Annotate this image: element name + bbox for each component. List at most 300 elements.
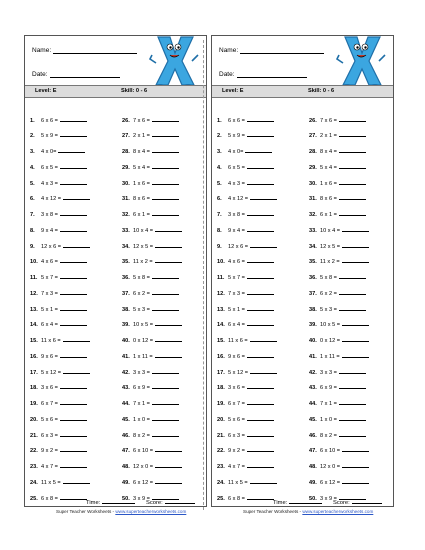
problem-number: 44.	[309, 401, 317, 407]
date-field[interactable]	[32, 71, 120, 78]
name-line[interactable]	[240, 47, 324, 54]
answer-line[interactable]	[60, 446, 87, 453]
answer-line[interactable]	[155, 462, 182, 469]
problem-item	[122, 194, 179, 202]
problem-number: 1.	[217, 117, 222, 124]
answer-line[interactable]	[247, 257, 274, 264]
problem-number: 3.	[217, 149, 222, 155]
problem-expression: 10 x 4 =	[133, 227, 154, 234]
problem-expression: 8 x 4 =	[133, 149, 150, 155]
problem-number: 18.	[217, 385, 225, 392]
answer-line[interactable]	[339, 414, 366, 421]
answer-line[interactable]	[152, 131, 179, 138]
time-line[interactable]	[289, 498, 322, 504]
answer-line[interactable]	[342, 462, 369, 469]
answer-line[interactable]	[247, 399, 274, 406]
problem-expression: 6 x 5 =	[228, 164, 245, 171]
answer-line[interactable]	[247, 131, 274, 138]
answer-line[interactable]	[63, 194, 90, 201]
answer-line[interactable]	[60, 131, 87, 138]
problem-item	[122, 446, 182, 454]
problem-expression: 11 x 5 =	[228, 479, 248, 486]
problem-number: 9.	[217, 243, 222, 250]
problem-number: 7.	[217, 212, 222, 218]
problem-item	[309, 241, 369, 249]
problem-item	[217, 493, 274, 501]
answer-line[interactable]	[245, 147, 272, 154]
answer-line[interactable]	[339, 288, 366, 295]
score-field[interactable]	[146, 498, 195, 506]
time-label: Time:	[273, 500, 288, 506]
problem-expression: 6 x 8 =	[41, 495, 58, 502]
answer-line[interactable]	[152, 414, 179, 421]
answer-line[interactable]	[247, 383, 274, 390]
problem-expression: 3 x 8 =	[41, 212, 58, 218]
date-field[interactable]	[219, 71, 307, 78]
problem-expression: 6 x 5 =	[41, 164, 58, 171]
name-field[interactable]	[219, 47, 324, 54]
answer-line[interactable]	[339, 178, 366, 185]
problem-number: 10.	[30, 259, 38, 266]
answer-line[interactable]	[247, 178, 274, 185]
name-label: Name:	[32, 47, 52, 54]
problem-number: 27.	[309, 133, 317, 140]
problem-expression: 6 x 10 =	[133, 448, 154, 455]
answer-line[interactable]	[342, 351, 369, 358]
name-line[interactable]	[53, 47, 137, 54]
problem-expression: 7 x 6 =	[133, 117, 150, 124]
answer-line[interactable]	[339, 162, 366, 169]
problem-item	[217, 273, 274, 281]
problem-number: 17.	[30, 369, 38, 376]
problem-number: 16.	[30, 353, 38, 360]
problem-number: 29.	[122, 164, 130, 171]
problem-item	[309, 257, 369, 265]
problem-item	[217, 399, 274, 407]
answer-line[interactable]	[342, 257, 369, 264]
credit-prefix: Super Teacher Worksheets -	[243, 509, 303, 514]
problem-number: 4.	[217, 164, 222, 171]
problem-expression: 3 x 6 =	[41, 385, 58, 392]
problem-expression: 11 x 6 =	[41, 338, 61, 344]
problem-expression: 5 x 6 =	[41, 416, 58, 423]
answer-line[interactable]	[63, 336, 90, 343]
answer-line[interactable]	[63, 477, 90, 484]
answer-line[interactable]	[247, 493, 274, 500]
answer-line[interactable]	[247, 304, 274, 311]
problem-number: 40.	[309, 338, 317, 344]
answer-line[interactable]	[60, 225, 87, 232]
problem-number: 3.	[30, 149, 35, 155]
problem-expression: 4 x 3 =	[228, 180, 245, 187]
answer-line[interactable]	[339, 194, 366, 201]
answer-line[interactable]	[152, 367, 179, 374]
answer-line[interactable]	[155, 336, 182, 343]
answer-line[interactable]	[342, 241, 369, 248]
answer-line[interactable]	[60, 304, 87, 311]
answer-line[interactable]	[58, 147, 85, 154]
problem-number: 28.	[122, 149, 130, 155]
problem-expression: 7 x 1 =	[133, 401, 150, 407]
problem-number: 11.	[217, 275, 225, 281]
problem-item	[309, 351, 369, 359]
score-line[interactable]	[352, 498, 382, 504]
answer-line[interactable]	[247, 288, 274, 295]
problem-number: 33.	[122, 227, 130, 234]
problem-item	[309, 194, 366, 202]
problem-item	[30, 162, 87, 170]
problem-item	[309, 367, 366, 375]
problem-number: 48.	[309, 464, 317, 470]
level-bar	[212, 85, 393, 98]
problem-expression: 5 x 1 =	[228, 306, 245, 313]
worksheet-left	[24, 35, 207, 507]
problem-number: 2.	[217, 133, 222, 140]
answer-line[interactable]	[339, 430, 366, 437]
answer-line[interactable]	[60, 210, 87, 217]
problem-item	[217, 336, 277, 344]
credit-line	[243, 509, 373, 514]
credit-prefix: Super Teacher Worksheets -	[56, 509, 116, 514]
problem-expression: 7 x 3 =	[228, 290, 245, 297]
problem-expression: 2 x 1 =	[133, 133, 150, 140]
answer-line[interactable]	[250, 194, 277, 201]
problem-item	[217, 383, 274, 391]
problem-expression: 9 x 2 =	[41, 448, 58, 455]
problem-expression: 4 x 12 =	[41, 196, 62, 203]
answer-line[interactable]	[63, 241, 90, 248]
problem-expression: 12 x 6 =	[41, 243, 62, 250]
problem-expression: 4 x 6 =	[228, 259, 245, 266]
problem-item	[122, 477, 182, 485]
answer-line[interactable]	[63, 367, 90, 374]
answer-line[interactable]	[155, 257, 182, 264]
problem-number: 34.	[309, 243, 317, 250]
problem-item	[122, 147, 179, 155]
problem-number: 44.	[122, 401, 130, 407]
answer-line[interactable]	[342, 477, 369, 484]
problem-number: 14.	[30, 322, 38, 329]
problem-number: 32.	[122, 212, 130, 218]
answer-line[interactable]	[339, 147, 366, 154]
score-line[interactable]	[165, 498, 195, 504]
score-field[interactable]	[333, 498, 382, 506]
problem-expression: 6 x 4 =	[228, 322, 245, 329]
credit-url-link[interactable]: www.superteacherworksheets.com	[302, 509, 374, 514]
problem-number: 15.	[30, 338, 38, 344]
answer-line[interactable]	[152, 304, 179, 311]
answer-line[interactable]	[152, 178, 179, 185]
problem-item	[217, 115, 274, 123]
answer-line[interactable]	[247, 162, 274, 169]
problem-number: 24.	[217, 479, 225, 486]
answer-line[interactable]	[155, 446, 182, 453]
problem-number: 31.	[122, 196, 130, 203]
answer-line[interactable]	[247, 273, 274, 280]
problem-item	[30, 336, 90, 344]
answer-line[interactable]	[152, 115, 179, 122]
problem-expression: 0 x 12 =	[320, 338, 341, 344]
answer-line[interactable]	[247, 225, 274, 232]
problem-item	[30, 257, 87, 265]
time-line[interactable]	[102, 498, 135, 504]
answer-line[interactable]	[60, 162, 87, 169]
answer-line[interactable]	[60, 351, 87, 358]
answer-line[interactable]	[250, 241, 277, 248]
problem-item	[30, 493, 87, 501]
problem-number: 6.	[217, 196, 222, 203]
level-label: Level: E	[222, 88, 244, 94]
problem-number: 49.	[122, 479, 130, 486]
problem-expression: 10 x 5 =	[133, 322, 154, 329]
answer-line[interactable]	[339, 273, 366, 280]
time-field[interactable]	[86, 498, 135, 506]
answer-line[interactable]	[250, 336, 277, 343]
answer-line[interactable]	[60, 178, 87, 185]
problem-item	[122, 367, 179, 375]
name-field[interactable]	[32, 47, 137, 54]
time-field[interactable]	[273, 498, 322, 506]
answer-line[interactable]	[342, 320, 369, 327]
problem-number: 13.	[217, 306, 225, 313]
problem-item	[122, 320, 182, 328]
answer-line[interactable]	[339, 304, 366, 311]
answer-line[interactable]	[250, 477, 277, 484]
problem-expression: 3 x 3 =	[133, 369, 150, 376]
problem-number: 50.	[122, 495, 130, 502]
problem-expression: 5 x 3 =	[320, 306, 337, 313]
answer-line[interactable]	[155, 320, 182, 327]
answer-line[interactable]	[247, 446, 274, 453]
problem-number: 22.	[217, 448, 225, 455]
problem-item	[122, 304, 179, 312]
problem-item	[30, 131, 87, 139]
answer-line[interactable]	[250, 367, 277, 374]
problem-expression: 5 x 8 =	[320, 275, 337, 281]
problem-item	[30, 241, 90, 249]
problem-number: 37.	[122, 290, 130, 297]
problem-item	[30, 194, 90, 202]
problem-expression: 9 x 6 =	[228, 353, 245, 360]
answer-line[interactable]	[339, 210, 366, 217]
problem-number: 13.	[30, 306, 38, 313]
problem-item	[30, 446, 87, 454]
problem-item	[30, 367, 90, 375]
problem-item	[122, 383, 179, 391]
problem-number: 42.	[309, 369, 317, 376]
problem-item	[309, 336, 369, 344]
credit-url-link[interactable]: www.superteacherworksheets.com	[115, 509, 187, 514]
problem-expression: 1 x 6 =	[133, 180, 150, 187]
problem-number: 50.	[309, 495, 317, 502]
problem-item	[122, 162, 179, 170]
answer-line[interactable]	[60, 257, 87, 264]
problem-item	[30, 288, 87, 296]
problem-item	[217, 304, 274, 312]
problem-expression: 6 x 9 =	[320, 385, 337, 392]
problem-item	[217, 430, 274, 438]
x-mascot-icon	[148, 33, 200, 89]
answer-line[interactable]	[339, 399, 366, 406]
problem-item	[309, 288, 366, 296]
problem-expression: 12 x 0 =	[133, 464, 154, 470]
answer-line[interactable]	[60, 414, 87, 421]
problem-item	[217, 225, 274, 233]
problem-number: 12.	[30, 290, 38, 297]
answer-line[interactable]	[155, 241, 182, 248]
answer-line[interactable]	[60, 383, 87, 390]
answer-line[interactable]	[247, 115, 274, 122]
problem-item	[30, 304, 87, 312]
problem-expression: 3 x 6 =	[228, 385, 245, 392]
problem-number: 40.	[122, 338, 130, 344]
problem-item	[217, 178, 274, 186]
answer-line[interactable]	[152, 288, 179, 295]
answer-line[interactable]	[155, 477, 182, 484]
problem-item	[309, 399, 366, 407]
answer-line[interactable]	[152, 399, 179, 406]
answer-line[interactable]	[247, 430, 274, 437]
answer-line[interactable]	[342, 336, 369, 343]
problem-expression: 6 x 7 =	[228, 401, 245, 407]
date-line[interactable]	[50, 71, 120, 78]
problem-expression: 12 x 6 =	[228, 243, 249, 250]
problem-expression: 6 x 1 =	[133, 212, 150, 218]
problem-number: 48.	[122, 464, 130, 470]
problem-item	[309, 162, 366, 170]
answer-line[interactable]	[60, 462, 87, 469]
answer-line[interactable]	[152, 210, 179, 217]
problem-number: 9.	[30, 243, 35, 250]
problem-item	[217, 462, 274, 470]
answer-line[interactable]	[152, 162, 179, 169]
answer-line[interactable]	[247, 462, 274, 469]
problem-number: 17.	[217, 369, 225, 376]
problem-item	[30, 399, 87, 407]
problem-expression: 6 x 2 =	[320, 290, 337, 297]
problem-number: 32.	[309, 212, 317, 218]
problem-item	[30, 462, 87, 470]
answer-line[interactable]	[342, 446, 369, 453]
problem-expression: 6 x 9 =	[133, 385, 150, 392]
problem-number: 8.	[30, 227, 35, 234]
problem-number: 15.	[217, 338, 225, 344]
problem-number: 14.	[217, 322, 225, 329]
answer-line[interactable]	[247, 320, 274, 327]
answer-line[interactable]	[247, 414, 274, 421]
answer-line[interactable]	[60, 430, 87, 437]
problem-expression: 3 x 9 =	[320, 495, 337, 502]
answer-line[interactable]	[339, 383, 366, 390]
problem-expression: 12 x 5 =	[320, 243, 341, 250]
problem-item	[309, 477, 369, 485]
answer-line[interactable]	[152, 194, 179, 201]
answer-line[interactable]	[342, 225, 369, 232]
answer-line[interactable]	[60, 273, 87, 280]
problem-item	[122, 414, 179, 422]
problem-expression: 11 x 5 =	[41, 479, 61, 486]
answer-line[interactable]	[247, 210, 274, 217]
problem-item	[217, 131, 274, 139]
answer-line[interactable]	[152, 430, 179, 437]
answer-line[interactable]	[60, 115, 87, 122]
problem-expression: 8 x 2 =	[133, 432, 150, 439]
problem-number: 21.	[30, 432, 38, 439]
problem-number: 26.	[122, 117, 130, 124]
problem-item	[30, 225, 87, 233]
problem-number: 27.	[122, 133, 130, 140]
answer-line[interactable]	[339, 131, 366, 138]
problem-number: 46.	[122, 432, 130, 439]
answer-line[interactable]	[60, 320, 87, 327]
answer-line[interactable]	[60, 288, 87, 295]
problem-number: 43.	[122, 385, 130, 392]
problem-item	[30, 477, 90, 485]
answer-line[interactable]	[152, 273, 179, 280]
problem-expression: 5 x 12 =	[228, 369, 249, 376]
problem-expression: 9 x 4 =	[228, 227, 245, 234]
problem-item	[309, 304, 366, 312]
problem-item	[309, 178, 366, 186]
problem-item	[309, 131, 366, 139]
answer-line[interactable]	[155, 225, 182, 232]
problem-number: 2.	[30, 133, 35, 140]
problem-expression: 10 x 4 =	[320, 227, 341, 234]
answer-line[interactable]	[247, 351, 274, 358]
problem-expression: 1 x 6 =	[320, 180, 337, 187]
problem-item	[30, 273, 87, 281]
problem-expression: 5 x 7 =	[228, 275, 245, 281]
problem-expression: 12 x 5 =	[133, 243, 154, 250]
problem-item	[122, 430, 179, 438]
problem-expression: 8 x 6 =	[320, 196, 337, 203]
date-line[interactable]	[237, 71, 307, 78]
problem-item	[217, 241, 277, 249]
problem-item	[309, 414, 366, 422]
problem-expression: 1 x 0 =	[320, 416, 337, 423]
problem-number: 10.	[217, 259, 225, 266]
problem-number: 47.	[122, 448, 130, 455]
answer-line[interactable]	[152, 147, 179, 154]
problem-number: 7.	[30, 212, 35, 218]
problem-number: 38.	[309, 306, 317, 313]
answer-line[interactable]	[339, 115, 366, 122]
problem-number: 45.	[122, 416, 130, 423]
credit-line	[56, 509, 186, 514]
problem-expression: 3 x 9 =	[133, 495, 150, 502]
problem-item	[122, 288, 179, 296]
problem-number: 39.	[309, 322, 317, 329]
problem-number: 11.	[30, 275, 38, 281]
problem-item	[309, 225, 369, 233]
answer-line[interactable]	[152, 383, 179, 390]
problem-expression: 8 x 6 =	[133, 196, 150, 203]
problem-number: 21.	[217, 432, 225, 439]
answer-line[interactable]	[60, 493, 87, 500]
problem-item	[122, 257, 182, 265]
problem-item	[217, 446, 274, 454]
problem-number: 28.	[309, 149, 317, 155]
problem-item	[309, 273, 366, 281]
problem-expression: 6 x 3 =	[41, 432, 58, 439]
answer-line[interactable]	[339, 367, 366, 374]
problem-expression: 4 x 3 =	[41, 180, 58, 187]
level-bar	[25, 85, 206, 98]
answer-line[interactable]	[155, 351, 182, 358]
problem-number: 30.	[309, 180, 317, 187]
problem-item	[122, 210, 179, 218]
answer-line[interactable]	[60, 399, 87, 406]
